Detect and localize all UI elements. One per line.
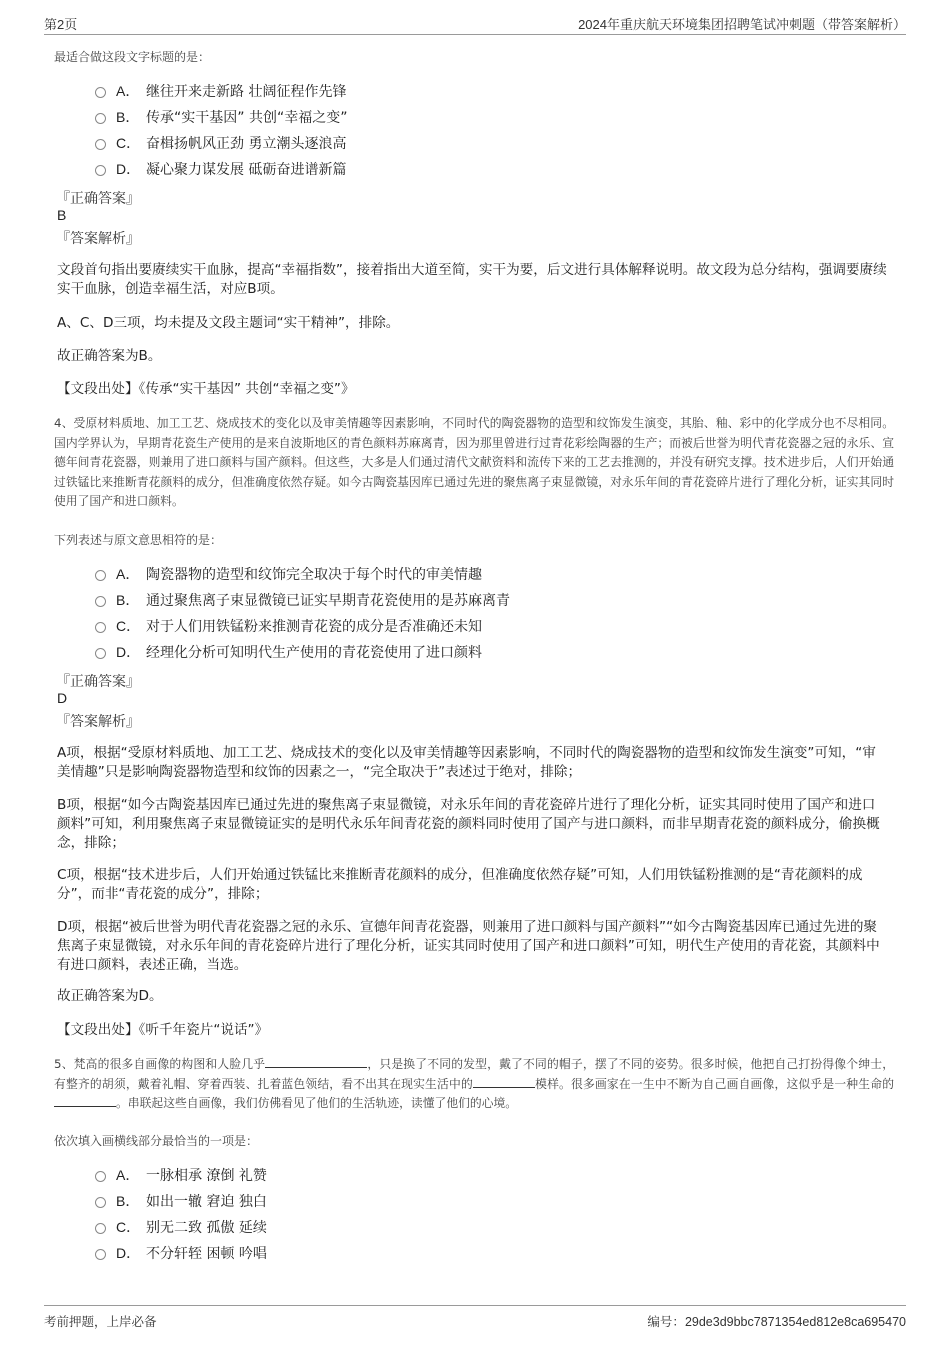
q5-option-b[interactable]: B． 如出一辙 窘迫 独白 <box>95 1190 267 1212</box>
page-footer <box>44 1305 906 1330</box>
blank-line <box>265 1055 367 1068</box>
blank-line <box>473 1075 535 1088</box>
radio-icon[interactable] <box>95 648 106 659</box>
radio-icon[interactable] <box>95 1197 106 1208</box>
q5-prompt: 依次填入画横线部分最恰当的一项是： <box>54 1134 259 1148</box>
radio-icon[interactable] <box>95 570 106 581</box>
q5-option-d[interactable]: D． 不分轩轾 困顿 吟唱 <box>95 1242 267 1264</box>
q5-passage: 5、梵高的很多自画像的构图和人脸几乎 ，只是换了不同的发型，戴了不同的帽子，摆了不同的姿势。很多时候，他把自己打扮得像个绅士，有整齐的胡须，戴着礼帽、穿着西装、扎着蓝色领结，看不出其在现实生活中的 模样。很多画家在一生中不断为自己画自画像，这似乎是一种生命的。串联起这些自画像，我们仿佛看见了他们的生活轨迹，读懂了他们的心境。 <box>54 1057 894 1110</box>
q5-option-a[interactable]: A． 一脉相承 潦倒 礼赞 <box>95 1164 267 1186</box>
radio-icon[interactable] <box>95 1249 106 1260</box>
footer-slogan: 考前押题，上岸必备 <box>44 1314 157 1329</box>
document-title: 2024年重庆航天环境集团招聘笔试冲刺题（带答案解析） <box>578 17 906 32</box>
page-header <box>44 10 906 35</box>
q4-analysis-d: D项，根据“被后世誉为明代青花瓷器之冠的永乐、宣德年间青花瓷器，则兼用了进口颜料与国产颜料”“如今古陶瓷基因库已通过先进的聚焦离子束显微镜，对永乐年间的青花瓷碎片进行了理化分析，证实其同时使用了国产和进口颜料”可知，明代生产使用的青花瓷，其颜料中有进口颜料，表述正确，当选。 <box>57 919 880 973</box>
radio-icon[interactable] <box>95 1171 106 1182</box>
radio-icon[interactable] <box>95 139 106 150</box>
q3-analysis-label: 『答案解析』 <box>56 231 140 247</box>
q4-analysis-b: B项，根据“如今古陶瓷基因库已通过先进的聚焦离子束显微镜，对永乐年间的青花瓷碎片进行了理化分析，证实其同时使用了国产和进口颜料”可知，利用聚焦离子束显微镜证实的是明代永乐年间青花瓷的颜料同时使用了国产与进口颜料，而非早期青花瓷的颜料成分，偷换概念，排除； <box>57 797 880 851</box>
q4-passage: 4、受原材料质地、加工工艺、烧成技术的变化以及审美情趣等因素影响，不同时代的陶瓷器物的造型和纹饰发生演变，其胎、釉、彩中的化学成分也不尽相同。国内学界认为，早期青花瓷生产使用的是来自波斯地区的青色颜料苏麻离青，因为那里曾进行过青花彩绘陶器的生产；而被后世誉为明代青花瓷器之冠的永乐、宣德年间青花瓷器，则兼用了进口颜料与国产颜料。但这些，大多是人们通过清代文献资料和流传下来的工艺去推测的，并没有研究支撑。技术进步后，人们开始通过铁锰比来推断青花颜料的成分，但准确度依然存疑。如今古陶瓷基因库已通过先进的聚焦离子束显微镜，对永乐年间的青花瓷碎片进行了理化分析，证实其同时使用了国产和进口颜料。 <box>54 416 894 508</box>
q4-analysis-a: A项，根据“受原材料质地、加工工艺、烧成技术的变化以及审美情趣等因素影响，不同时代的陶瓷器物的造型和纹饰发生演变”可知，“审美情趣”只是影响陶瓷器物造型和纹饰的因素之一，“完全取决于”表述过于绝对，排除； <box>57 745 876 780</box>
q4-answer-label: 『正确答案』 <box>56 674 140 690</box>
q3-answer-label: 『正确答案』 <box>56 191 140 207</box>
q3-option-c[interactable]: C． 奋楫扬帆风正劲 勇立潮头逐浪高 <box>95 132 346 154</box>
q3-analysis-1: 文段首句指出要赓续实干血脉，提高“幸福指数”，接着指出大道至简，实干为要，后文进行具体解释说明。故文段为总分结构，强调要赓续实干血脉，创造幸福生活，对应B项。 <box>57 262 887 297</box>
radio-icon[interactable] <box>95 596 106 607</box>
q4-option-b[interactable]: B． 通过聚焦离子束显微镜已证实早期青花瓷使用的是苏麻离青 <box>95 589 510 611</box>
q3-analysis-3: 故正确答案为B。 <box>57 348 162 364</box>
blank-line <box>54 1094 116 1107</box>
radio-icon[interactable] <box>95 113 106 124</box>
q4-option-d[interactable]: D． 经理化分析可知明代生产使用的青花瓷使用了进口颜料 <box>95 641 482 663</box>
q3-option-b[interactable]: B． 传承“实干基因” 共创“幸福之变” <box>95 106 347 128</box>
q4-answer: D <box>57 690 68 706</box>
q4-option-a[interactable]: A． 陶瓷器物的造型和纹饰完全取决于每个时代的审美情趣 <box>95 563 482 585</box>
q3-option-a[interactable]: A． 继往开来走新路 壮阔征程作先锋 <box>95 80 346 102</box>
q4-prompt: 下列表述与原文意思相符的是： <box>54 533 223 547</box>
q4-analysis-c: C项，根据“技术进步后，人们开始通过铁锰比来推断青花颜料的成分，但准确度依然存疑”可知，人们用铁锰粉推测的是“青花颜料的成分”，而非“青花瓷的成分”，排除； <box>57 867 863 902</box>
radio-icon[interactable] <box>95 165 106 176</box>
q3-answer: B <box>57 207 67 223</box>
q4-source: 【文段出处】《听千年瓷片“说话”》 <box>57 1022 269 1038</box>
radio-icon[interactable] <box>95 1223 106 1234</box>
radio-icon[interactable] <box>95 87 106 98</box>
q4-option-c[interactable]: C． 对于人们用铁锰粉来推测青花瓷的成分是否准确还未知 <box>95 615 482 637</box>
radio-icon[interactable] <box>95 622 106 633</box>
page-number: 第2页 <box>44 17 78 32</box>
q3-prompt: 最适合做这段文字标题的是： <box>54 50 211 64</box>
q3-analysis-2: A、C、D三项，均未提及文段主题词“实干精神”，排除。 <box>57 315 400 331</box>
document-code: 编号：29de3d9bbc7871354ed812e8ca695470 <box>647 1314 906 1329</box>
q4-analysis-label: 『答案解析』 <box>56 714 140 730</box>
q3-source: 【文段出处】《传承“实干基因” 共创“幸福之变”》 <box>57 381 355 397</box>
q3-option-d[interactable]: D． 凝心聚力谋发展 砥砺奋进谱新篇 <box>95 158 346 180</box>
q5-option-c[interactable]: C． 别无二致 孤傲 延续 <box>95 1216 267 1238</box>
q4-analysis-conclusion: 故正确答案为D。 <box>57 988 163 1004</box>
